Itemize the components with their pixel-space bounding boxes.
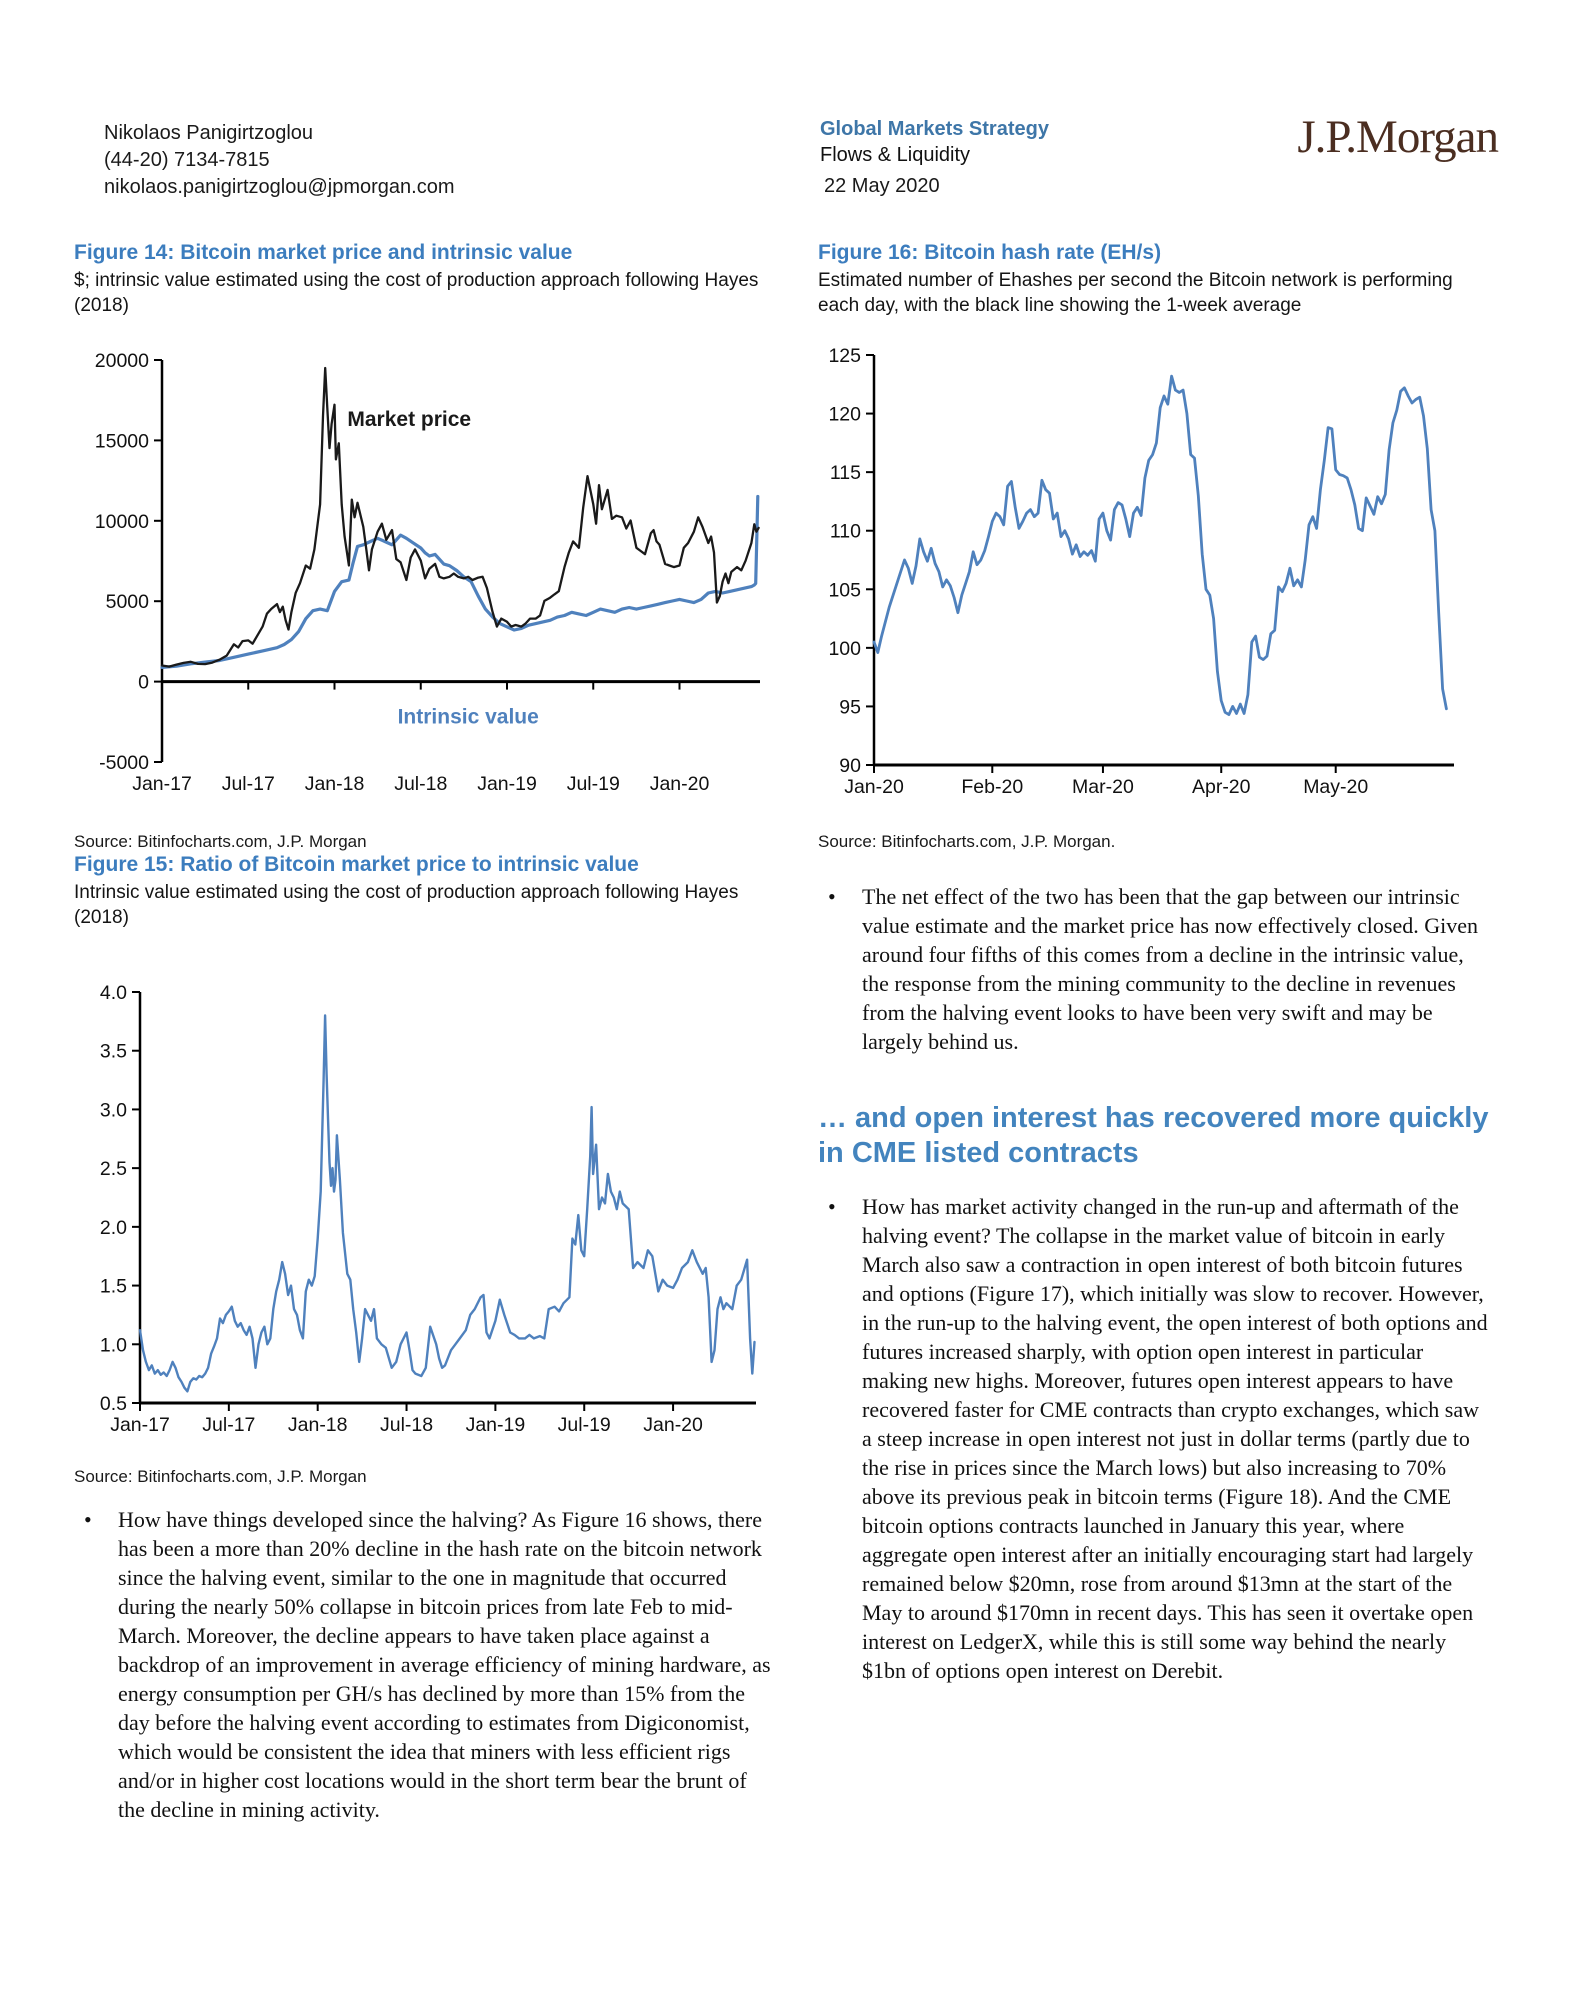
svg-text:Jan-18: Jan-18	[287, 1413, 348, 1436]
figure-15-chart	[74, 937, 768, 1465]
svg-text:Market price: Market price	[347, 407, 472, 431]
svg-text:Jul-18: Jul-18	[379, 1413, 434, 1436]
bullet-halving-hashrate: • How have things developed since the halving? As Figure 16 shows, there has been a more than 20% decline in the hash rate on the bitcoin network since the halving event, similar to the one in magnitude that occurred during the nearly 50% collapse in bitcoin prices from late Feb to mid-March. Moreover, the decline appears to have taken place against a backdrop of an improvement in average efficiency of mining hardware, as energy consumption per GH/s has declined by more than 15% from the day before the halving event according to estimates from Digiconomist, which would be consistent the idea that miners with less efficient rigs and/or in higher cost locations would in the short term bear the brunt of the decline in mining activity.	[74, 1505, 774, 1824]
svg-text:100: 100	[828, 637, 861, 660]
figure-15-subtitle: Intrinsic value estimated using the cost of production approach following Hayes (2018)	[74, 882, 739, 928]
author-name: Nikolaos Panigirtzoglou	[104, 122, 314, 144]
svg-text:20000: 20000	[94, 349, 149, 372]
svg-text:Intrinsic value: Intrinsic value	[397, 705, 539, 729]
publication-name: Flows & Liquidity	[820, 144, 971, 166]
svg-text:Jan-19: Jan-19	[465, 1413, 526, 1436]
right-column-text	[818, 882, 1490, 1685]
figure-16-chart	[818, 325, 1470, 830]
svg-text:Jan-17: Jan-17	[132, 772, 192, 795]
bullet-market-activity: • How has market activity changed in the run-up and aftermath of the halving event? The collapse in the market value of bitcoin in early March also saw a contraction in open interest of both bitcoin futures and options (Figure 17), which initially was slow to recover. However, in the run-up to the halving event, the open interest of both options and futures increased sharply, with option open interest in particular making new highs. Moreover, futures open interest appears to have recovered faster for CME contracts than crypto exchanges, which saw a steep increase in open interest not just in dollar terms (partly due to the rise in prices since the March lows) but also increasing to 70% above its previous peak in bitcoin terms (Figure 18). And the CME bitcoin options contracts launched in January this year, where aggregate open interest after an initially encouraging start had largely remained below $20mn, rose from around $13mn at the start of the May to around $170mn in recent days. This has seen it overtake open interest on LedgerX, while this is still some way behind the nearly $1bn of options open interest on Derebit.	[818, 1192, 1490, 1685]
svg-text:120: 120	[828, 403, 861, 426]
author-block	[104, 120, 455, 201]
figure-14-chart	[74, 325, 768, 830]
svg-text:Jan-17: Jan-17	[110, 1413, 170, 1436]
figure-15-title: Figure 15: Ratio of Bitcoin market price to intrinsic value	[74, 853, 639, 876]
figure-16-subtitle: Estimated number of Ehashes per second the Bitcoin network is performing each day, with the black line showing the 1-week average	[818, 270, 1453, 316]
svg-text:10000: 10000	[94, 510, 149, 533]
figure-15	[74, 852, 768, 1487]
svg-text:1.0: 1.0	[99, 1333, 127, 1356]
svg-text:2.5: 2.5	[99, 1157, 127, 1180]
svg-text:Feb-20: Feb-20	[961, 775, 1024, 798]
svg-text:Jul-19: Jul-19	[566, 772, 620, 795]
figure-16-source: Source: Bitinfocharts.com, J.P. Morgan.	[818, 831, 1116, 851]
figure-16-title: Figure 16: Bitcoin hash rate (EH/s)	[818, 241, 1162, 264]
publication-info	[820, 116, 1049, 199]
svg-text:Jan-18: Jan-18	[304, 772, 365, 795]
figure-16	[818, 240, 1470, 852]
svg-text:90: 90	[839, 754, 861, 777]
publication-date: 22 May 2020	[824, 175, 940, 197]
svg-text:Jul-17: Jul-17	[221, 772, 275, 795]
bullet-gap-closed: • The net effect of the two has been that the gap between our intrinsic value estimate and the market price has now effectively closed. Given around four fifths of this comes from a decline in the intrinsic value, the response from the mining community to the decline in revenues from the halving event looks to have been very swift and may be largely behind us.	[818, 882, 1490, 1056]
svg-text:4.0: 4.0	[99, 981, 127, 1004]
svg-text:Jan-19: Jan-19	[477, 772, 537, 795]
svg-text:Mar-20: Mar-20	[1072, 775, 1134, 798]
figure-14-source: Source: Bitinfocharts.com, J.P. Morgan	[74, 831, 367, 851]
author-phone: (44-20) 7134-7815	[104, 149, 270, 171]
svg-text:3.0: 3.0	[99, 1099, 127, 1122]
figure-15-source: Source: Bitinfocharts.com, J.P. Morgan	[74, 1466, 367, 1486]
svg-text:0.5: 0.5	[99, 1392, 127, 1415]
svg-text:Jul-18: Jul-18	[394, 772, 448, 795]
svg-text:Jul-17: Jul-17	[202, 1413, 256, 1436]
svg-text:0: 0	[138, 671, 149, 694]
svg-text:1.5: 1.5	[99, 1275, 127, 1298]
figure-14-subtitle: $; intrinsic value estimated using the cost of production approach following Hayes (2018)	[74, 270, 759, 316]
svg-text:115: 115	[829, 461, 861, 484]
left-column-text	[74, 1505, 774, 1824]
svg-text:105: 105	[828, 578, 861, 601]
svg-text:15000: 15000	[94, 430, 149, 453]
strategy-label: Global Markets Strategy	[820, 118, 1049, 140]
svg-text:Jan-20: Jan-20	[643, 1413, 703, 1436]
svg-text:2.0: 2.0	[99, 1216, 127, 1239]
svg-text:5000: 5000	[105, 590, 149, 613]
section-heading-open-interest: … and open interest has recovered more quickly in CME listed contracts	[818, 1102, 1489, 1170]
svg-text:Jan-20: Jan-20	[649, 772, 710, 795]
svg-text:125: 125	[828, 344, 861, 367]
svg-text:Jan-20: Jan-20	[844, 775, 904, 798]
svg-text:110: 110	[829, 520, 861, 543]
jpmorgan-logo: J.P.Morgan	[1297, 111, 1498, 163]
svg-text:-5000: -5000	[99, 751, 149, 774]
figure-14-title: Figure 14: Bitcoin market price and intrinsic value	[74, 241, 573, 264]
svg-text:3.5: 3.5	[99, 1040, 127, 1063]
svg-text:95: 95	[839, 696, 861, 719]
figure-14	[74, 240, 768, 852]
svg-text:Jul-19: Jul-19	[557, 1413, 611, 1436]
author-email: nikolaos.panigirtzoglou@jpmorgan.com	[104, 176, 455, 198]
svg-text:May-20: May-20	[1303, 775, 1369, 798]
svg-text:Apr-20: Apr-20	[1191, 775, 1251, 798]
